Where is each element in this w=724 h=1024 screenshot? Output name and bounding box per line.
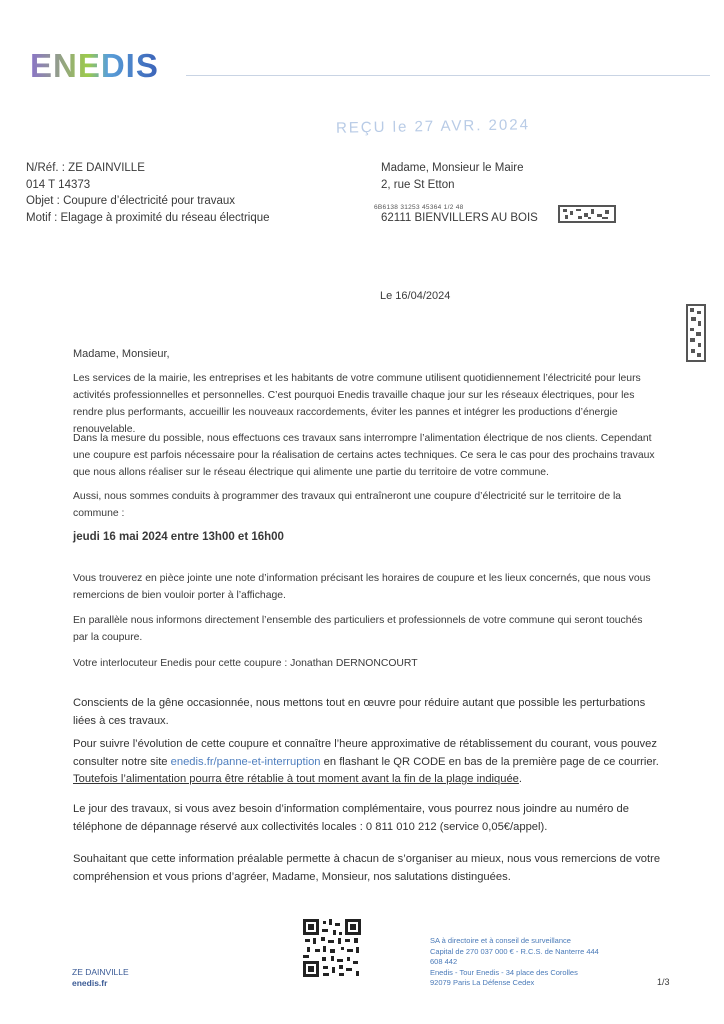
paragraph-follow-up <box>73 736 663 789</box>
footer-left <box>72 967 129 989</box>
recipient-city: 62111 BIENVILLERS AU BOIS <box>381 212 538 224</box>
paragraph-interruption: Dans la mesure du possible, nous effectuons ces travaux sans interrompre l’alimentation électrique de nos clients. Cependant une coupure est parfois nécessaire pour la réalisation de certains actes techniques. Ce sera le cas pour des prochains travaux que nous allons réaliser sur le réseau électrique qui alimente une partie du territoire de votre commune. <box>73 433 655 478</box>
side-datamatrix-code <box>686 304 706 362</box>
legal-line: Enedis - Tour Enedis - 34 place des Corolles <box>430 967 578 977</box>
page-number: 1/3 <box>657 977 670 987</box>
received-stamp: REÇU le 27 AVR. 2024 <box>335 116 531 137</box>
outage-date: jeudi 16 mai 2024 entre 13h00 et 16h00 <box>73 531 284 543</box>
recipient-street: 2, rue St Etton <box>381 178 455 191</box>
paragraph-intro: Les services de la mairie, les entreprises et les habitants de votre commune utilisent quotidiennement l’électricité pour leurs activités professionnelles et personnelles. C’est pourquoi Enedis travaille chaque jour sur les réseaux électriques, pour les rendre plus performants, accueillir les nouveaux raccordements, éviter les pannes et intégrer les productions d’énergie renouvelable. <box>73 373 641 435</box>
paragraph-apology: Conscients de la gêne occasionnée, nous mettons tout en œuvre pour réduire autant que possible les perturbations liées à ces travaux. <box>73 697 646 727</box>
paragraph-attachment: Vous trouverez en pièce jointe une note d’information précisant les horaires de coupure et les lieux concernés, que nous vous remercions de bien vouloir porter à l’affichage. <box>73 573 651 601</box>
footer-agency: ZE DAINVILLE <box>72 967 129 977</box>
reference-motif: Motif : Elagage à proximité du réseau électrique <box>26 211 270 224</box>
follow-up-text: Pour suivre l’évolution de cette coupure et connaître l’heure approximative de rétablissement du courant, vous pouvez consulter notre site <box>73 738 657 768</box>
restoration-notice: Toutefois l’alimentation pourra être rétablie à tout moment avant la fin de la plage indiquée <box>73 773 519 785</box>
outage-site-link[interactable]: enedis.fr/panne-et-interruption <box>170 755 321 768</box>
paragraph-closing: Souhaitant que cette information préalable permette à chacun de s’organiser au mieux, nous vous remercions de votre compréhension et vous prions d’agréer, Madame, Monsieur, nos salutations distinguées. <box>73 853 661 883</box>
paragraph-phone: Le jour des travaux, si vous avez besoin d’information complémentaire, vous pourrez nous joindre au numéro de téléphone de dépannage réservé aux collectivités locales : 0 811 010 212 (service 0,05€/appel). <box>73 803 629 833</box>
letter-date: Le 16/04/2024 <box>380 290 451 302</box>
legal-line: Capital de 270 037 000 € - R.C.S. de Nanterre 444 <box>430 946 599 956</box>
header-rule <box>186 75 710 76</box>
legal-line: SA à directoire et à conseil de surveillance <box>430 936 571 945</box>
legal-line: 608 442 <box>430 957 458 967</box>
reference-objet: Objet : Coupure d’électricité pour travaux <box>26 195 236 207</box>
reference-number: N/Réf. : ZE DAINVILLE <box>26 162 145 174</box>
recipient-name: Madame, Monsieur le Maire <box>381 162 524 174</box>
datamatrix-barcode <box>558 205 616 223</box>
svg-text:ENEDIS: ENEDIS <box>30 48 159 84</box>
footer-legal <box>430 936 620 989</box>
follow-up-text-2: en flashant le QR CODE en bas de la première page de ce courrier. <box>320 755 659 768</box>
reference-code: 014 T 14373 <box>26 178 91 191</box>
legal-line: 92079 Paris La Défense Cedex <box>430 978 535 988</box>
follow-up-end: . <box>518 773 523 785</box>
qr-code[interactable] <box>303 919 361 977</box>
reference-block <box>26 160 346 226</box>
footer-site[interactable]: enedis.fr <box>72 978 108 988</box>
enedis-logo <box>30 48 178 84</box>
salutation: Madame, Monsieur, <box>73 348 170 360</box>
paragraph-programming: Aussi, nous sommes conduits à programmer des travaux qui entraîneront une coupure d’électricité sur le territoire de la commune : <box>73 491 622 519</box>
paragraph-information: En parallèle nous informons directement l’ensemble des particuliers et professionnels de votre commune qui seront touchés par la coupure. <box>73 615 643 643</box>
mail-tracking-code: 6B6138 31253 45364 1/2 48 <box>374 204 464 211</box>
paragraph-contact: Votre interlocuteur Enedis pour cette coupure : Jonathan DERNONCOURT <box>73 658 418 669</box>
